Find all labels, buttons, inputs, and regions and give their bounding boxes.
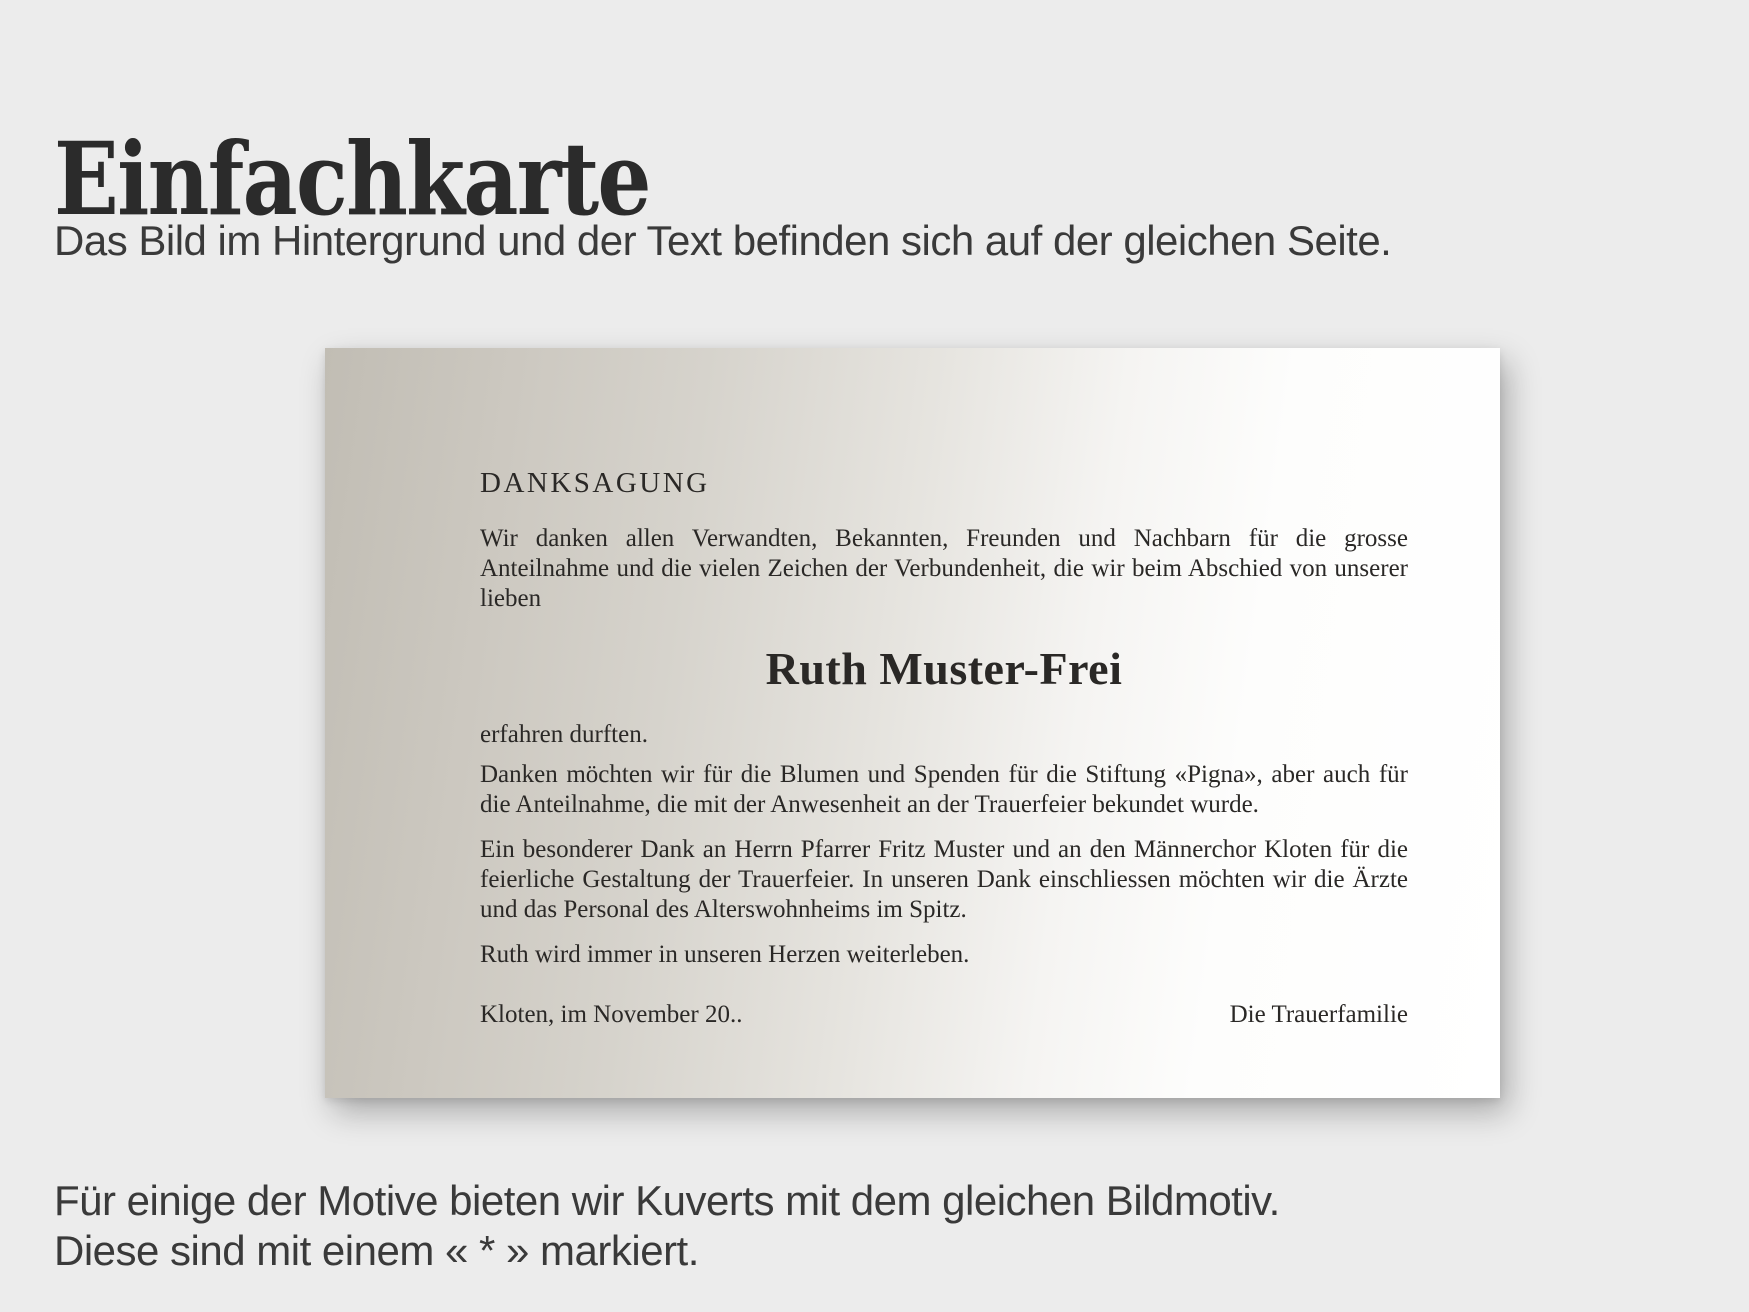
card-paragraph-special-thanks: Ein besonderer Dank an Herrn Pfarrer Fritz Muster und an den Männerchor Kloten für die feierliche Gestaltung der Trauerfeier. In unseren Dank einschliessen möchten wir die Ärzte und das Personal des Alterswohnheims im Spitz. [480,836,1408,923]
deceased-name: Ruth Muster-Frei [765,643,1123,694]
card-footer [480,1000,1408,1030]
footer-note [54,1176,1280,1276]
footer-note-line1: Für einige der Motive bieten wir Kuverts mit dem gleichen Bildmotiv. [54,1177,1280,1224]
card-heading: DANKSAGUNG [480,467,710,499]
page-title: Einfachkarte [54,120,650,238]
card-place-date: Kloten, im November 20.. [480,1001,743,1028]
card-after-name: erfahren durften. [480,721,648,748]
page-subtitle: Das Bild im Hintergrund und der Text befinden sich auf der gleichen Seite. [54,217,1392,264]
card-content [480,466,1408,970]
card-paragraph-remembrance: Ruth wird immer in unseren Herzen weiterleben. [480,941,970,968]
card-preview [325,348,1500,1098]
card-paragraph-donations: Danken möchten wir für die Blumen und Spenden für die Stiftung «Pigna», aber auch für die Anteilnahme, die mit der Anwesenheit an der Trauerfeier bekundet wurde. [480,761,1408,818]
card-intro-paragraph: Wir danken allen Verwandten, Bekannten, Freunden und Nachbarn für die grosse Anteilnahme und die vielen Zeichen der Verbundenheit, die wir beim Abschied von unserer lieben [480,525,1408,612]
card-signature: Die Trauerfamilie [1229,1001,1408,1028]
footer-note-line2: Diese sind mit einem « * » markiert. [54,1227,699,1274]
